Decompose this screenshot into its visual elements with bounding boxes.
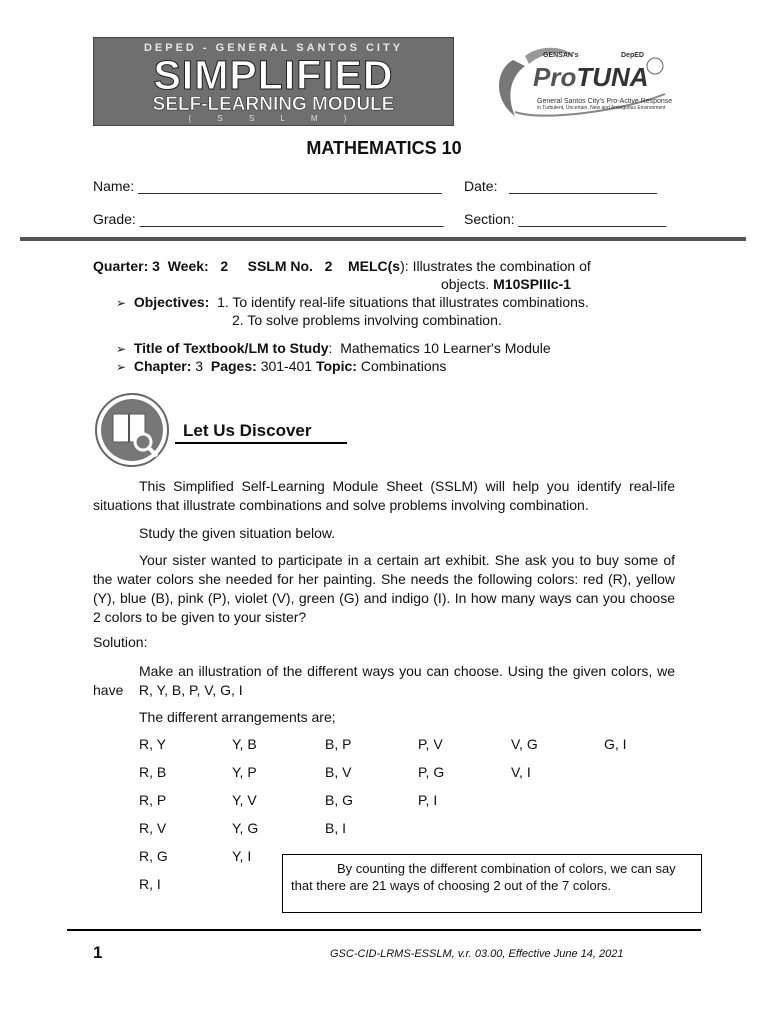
conclusion-box	[282, 854, 702, 913]
grade-field[interactable]	[93, 211, 443, 227]
combination-item: B, G	[325, 792, 354, 808]
combination-item: R, Y	[139, 736, 166, 752]
combination-item: Y, B	[232, 736, 257, 752]
name-label: Name:	[93, 178, 135, 194]
problem-paragraph: Your sister wanted to participate in a certain art exhibit. She ask you to buy some of the water colors she needed for her painting. She needs the following colors: red (R), yellow (Y), blue (B), pink (P), violet (V), green (G) and indigo (I). In how many ways can you choose 2 colors to be given to your sister?	[93, 552, 675, 625]
heading-underline	[175, 442, 347, 444]
conclusion-text: By counting the different combination of colors, we can say that there are 21 ways of choosing 2 out of the 7 colors.	[291, 861, 676, 893]
combination-item: P, I	[418, 792, 438, 808]
page-title: MATHEMATICS 10	[306, 138, 462, 158]
sslm-banner	[93, 37, 454, 126]
chapter-line	[116, 357, 446, 376]
banner-subtitle: SELF-LEARNING MODULE	[152, 94, 395, 115]
section-heading: Let Us Discover	[183, 421, 312, 440]
page-number: 1	[93, 943, 103, 962]
solution-label: Solution:	[93, 634, 148, 650]
grade-label: Grade:	[93, 211, 136, 227]
sslm-label: SSLM No.	[247, 258, 313, 274]
header-divider	[20, 237, 746, 241]
logo-tagline-2: in Turbulent, Uncertain, New and Ambiguous Environment	[537, 105, 666, 111]
week-label: Week:	[167, 258, 209, 274]
banner-abbrev: ( S S L M )	[188, 114, 359, 123]
logo-brand-tuna: TUNA	[576, 62, 649, 92]
objectives-label: Objectives:	[133, 294, 210, 310]
combination-item: R, G	[139, 848, 168, 864]
combination-item: Y, V	[232, 792, 257, 808]
banner-title: SIMPLIFIED	[153, 52, 394, 98]
combination-item: B, V	[325, 764, 352, 780]
textbook-value: Mathematics 10 Learner's Module	[340, 340, 551, 356]
arrangements-label: The different arrangements are;	[139, 709, 336, 725]
book-magnifier-icon	[93, 392, 173, 468]
combination-item: V, I	[511, 764, 531, 780]
melc-code: M10SPIIIc-1	[493, 276, 571, 292]
logo-tagline-1: General Santos City's Pro-Active Response	[537, 98, 673, 105]
logo-deped-text: DepED	[621, 52, 644, 59]
footer-code: GSC-CID-LRMS-ESSLM, v.r. 03.00, Effective June 14, 2021	[330, 948, 624, 960]
date-blank: ___________________	[509, 178, 658, 194]
topic-value: Combinations	[360, 358, 447, 374]
name-blank: _______________________________________	[138, 178, 442, 194]
arrow-bullet-icon: ➢	[116, 342, 127, 356]
intro-paragraph: This Simplified Self-Learning Module Sheet (SSLM) will help you identify real-life situations that illustrate combinations and solve problems involving combination.	[93, 478, 675, 513]
combination-item: V, G	[511, 736, 538, 752]
melc-line2	[441, 275, 571, 293]
date-label: Date:	[464, 178, 498, 194]
objectives-line	[116, 293, 589, 312]
date-field[interactable]	[464, 178, 657, 194]
week-value: 2	[220, 258, 229, 274]
protuna-logo	[485, 40, 675, 124]
combination-item: R, B	[139, 764, 167, 780]
section-blank: ___________________	[518, 211, 667, 227]
combination-item: R, P	[139, 792, 167, 808]
combination-item: B, P	[325, 736, 352, 752]
melc-paren: ):	[400, 258, 409, 274]
combination-item: Y, P	[232, 764, 257, 780]
grade-blank: _______________________________________	[139, 211, 444, 227]
textbook-line: ➢ Title of Textbook/LM to Study: Mathematics 10 Learner's Module	[116, 340, 551, 356]
logo-tagline	[537, 98, 672, 111]
name-field[interactable]	[93, 178, 442, 194]
combination-item: Y, I	[232, 848, 252, 864]
section-label: Section:	[464, 211, 515, 227]
sslm-value: 2	[324, 258, 333, 274]
topic-label: Topic:	[315, 358, 357, 374]
combination-item: P, V	[418, 736, 443, 752]
textbook-label: Title of Textbook/LM to Study	[133, 340, 329, 356]
quarter-value: 3	[152, 258, 160, 274]
combination-item: P, G	[418, 764, 445, 780]
combination-item: Y, G	[232, 820, 259, 836]
pages-value: 301-401	[260, 358, 313, 374]
section-field[interactable]	[464, 211, 666, 227]
footer-divider	[67, 929, 701, 931]
banner-top-text: DEPED - GENERAL SANTOS CITY	[143, 42, 404, 54]
melc-text: Illustrates the combination of	[412, 258, 591, 274]
melc-text2: objects.	[441, 276, 490, 292]
combination-item: G, I	[604, 736, 627, 752]
logo-brand-pro: Pro	[533, 62, 577, 92]
chapter-label: Chapter:	[133, 358, 192, 374]
pages-label: Pages:	[210, 358, 257, 374]
arrow-bullet-icon: ➢	[116, 360, 127, 374]
quarter-line	[93, 257, 683, 275]
objective-2: 2. To solve problems involving combination.	[232, 312, 502, 328]
logo-small-text: GENSAN's	[543, 52, 579, 59]
combination-item: R, I	[139, 876, 161, 892]
quarter-label: Quarter:	[93, 258, 149, 274]
melc-label: MELC(s	[347, 258, 401, 274]
study-instruction: Study the given situation below.	[139, 525, 336, 541]
illustration-paragraph: Make an illustration of the different ways you can choose. Using the given colors, we have R, Y, B, P, V, G, I	[93, 663, 679, 698]
combination-item: R, V	[139, 820, 167, 836]
combination-item: B, I	[325, 820, 347, 836]
chapter-value: 3	[195, 358, 204, 374]
logo-brand	[533, 62, 649, 93]
arrow-bullet-icon: ➢	[116, 296, 127, 310]
objective-1: 1. To identify real-life situations that illustrates combinations.	[217, 294, 589, 310]
